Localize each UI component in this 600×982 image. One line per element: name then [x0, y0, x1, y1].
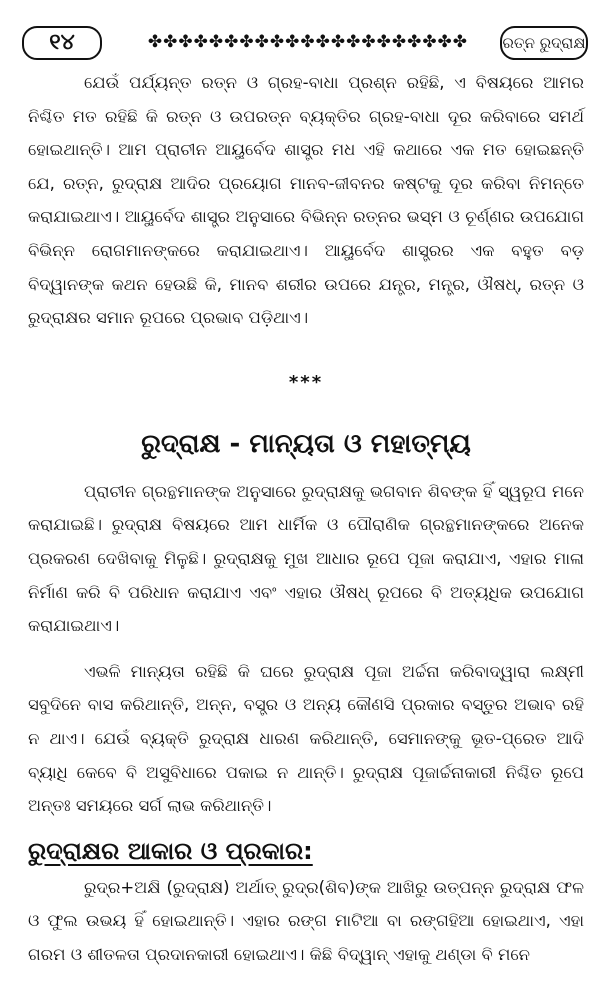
- running-book-title: ରତ୍ନ ରୁଦ୍ରାକ୍ଷ: [500, 26, 588, 60]
- sub-heading: ରୁଦ୍ରାକ୍ଷର ଆକାର ଓ ପ୍ରକାର:: [28, 836, 313, 865]
- paragraph-rudraksha-shape: ରୁଦ୍ର+ଅକ୍ଷି (ରୁଦ୍ରାକ୍ଷ) ଅର୍ଥାତ୍ ରୁଦ୍ର(ଶିବ)ଙ୍କ ଆଖିରୁ ଉତ୍ପନ୍ନ ରୁଦ୍ରାକ୍ଷ ଫଳ ଓ ଫୁଲ ଉଭୟ ହିଁ ହୋଇଥାନ୍ତି। ଏହାର ରଙ୍ଗ ମାଟିଆ ବା ରଙ୍ଗହିଆ ହୋଇଥାଏ, ଏହା ଗରମ ଓ ଶୀତଳତା ପ୍ରଦାନକାରୀ ହୋଇଥାଏ। କିଛି ବିଦ୍ୱାନ୍ ଏହାକୁ ଥଣ୍ଡା ବି ମନେ: [28, 877, 584, 964]
- page-number: ୧୪: [22, 26, 102, 60]
- paragraph-rudraksha-belief: ଏଭଳି ମାନ୍ୟତା ରହିଛି କି ଘରେ ରୁଦ୍ରାକ୍ଷ ପୂଜା ଅର୍ଚ୍ଚନା କରିବାଦ୍ୱାରା ଲକ୍ଷ୍ମୀ ସବୁଦିନେ ବାସ କରିଥାନ୍ତି, ଅନ୍ନ, ବସ୍ତ୍ର ଓ ଅନ୍ୟ କୌଣସି ପ୍ରକାର ବସ୍ତୁର ଅଭାବ ରହି ନ ଥାଏ। ଯେଉଁ ବ୍ୟକ୍ତି ରୁଦ୍ରାକ୍ଷ ଧାରଣ କରିଥାନ୍ତି, ସେମାନଙ୍କୁ ଭୂତ-ପ୍ରେତ ଆଦି ବ୍ୟାଧି କେବେ ବି ଅସୁବିଧାରେ ପକାଇ ନ ଥାନ୍ତି। ରୁଦ୍ରାକ୍ଷ ପୂଜାର୍ଚ୍ଚନାକାରୀ ନିଶ୍ଚିତ ରୂପେ ଅନ୍ତଃ ସମୟରେ ସର୍ଗ ଲାଭ କରିଥାନ୍ତି।: [28, 661, 584, 816]
- section-title: ରୁଦ୍ରାକ୍ଷ - ମାନ୍ୟତା ଓ ମହାତ୍ମ୍ୟ: [141, 428, 471, 459]
- page-header: [22, 26, 588, 62]
- section-divider: ***: [288, 371, 324, 393]
- paragraph-intro: ଯେଉଁ ପର୍ଯ୍ୟନ୍ତ ରତ୍ନ ଓ ଗ୍ରହ-ବାଧା ପ୍ରଶ୍ନ ରହିଛି, ଏ ବିଷୟରେ ଆମର ନିଶ୍ଚିତ ମତ ରହିଛି କି ରତ୍ନ ଓ ଉପରତ୍ନ ବ୍ୟକ୍ତିର ଗ୍ରହ-ବାଧା ଦୂର କରିବାରେ ସମର୍ଥ ହୋଇଥାନ୍ତି। ଆମ ପ୍ରାଚୀନ ଆୟୁର୍ବେଦ ଶାସ୍ତ୍ର ମଧ ଏହି କଥାରେ ଏକ ମତ ହୋଇଛନ୍ତି ଯେ, ରତ୍ନ, ରୁଦ୍ରାକ୍ଷ ଆଦିର ପ୍ରୟୋଗ ମାନବ-ଜୀବନର କଷ୍ଟକୁ ଦୂର କରିବା ନିମନ୍ତେ କରାଯାଇଥାଏ। ଆୟୁର୍ବେଦ ଶାସ୍ତ୍ର ଅନୁସାରେ ବିଭିନ୍ନ ରତ୍ନର ଭସ୍ମ ଓ ଚୂର୍ଣ୍ଣର ଉପଯୋଗ ବିଭିନ୍ନ ରୋଗମାନଙ୍କରେ କରାଯାଇଥାଏ। ଆୟୁର୍ବେଦ ଶାସ୍ତ୍ରର ଏକ ବହୁତ ବଡ଼ ବିଦ୍ୱାନଙ୍କ କଥନ ହେଉଛି କି, ମାନବ ଶରୀର ଉପରେ ଯନ୍ତ୍ର, ମନ୍ତ୍ର, ଔଷଧ୍, ରତ୍ନ ଓ ରୁଦ୍ରାକ୍ଷର ସମାନ ରୂପରେ ପ୍ରଭାବ ପଡ଼ିଥାଏ।: [28, 73, 584, 328]
- header-ornament: ✤✤✤✤✤✤✤✤✤✤✤✤✤✤✤✤✤✤✤✤✤: [147, 32, 469, 52]
- page-content: [28, 66, 584, 971]
- paragraph-rudraksha-origin: ପ୍ରାଚୀନ ଗ୍ରନ୍ଥମାନଙ୍କ ଅନୁସାରେ ରୁଦ୍ରାକ୍ଷକୁ ଭଗବାନ ଶିବଙ୍କ ହିଁ ସ୍ୱରୂପ ମନେ କରାଯାଇଛି। ରୁଦ୍ରାକ୍ଷ ବିଷୟରେ ଆମ ଧାର୍ମିକ ଓ ପୌରାଣିକ ଗ୍ରନ୍ଥମାନଙ୍କରେ ଅନେକ ପ୍ରକରଣ ଦେଖିବାକୁ ମିଳୁଛି। ରୁଦ୍ରାକ୍ଷକୁ ମୁଖ ଆଧାର ରୂପେ ପୂଜା କରାଯାଏ, ଏହାର ମାଳା ନିର୍ମାଣ କରି ବି ପରିଧାନ କରାଯାଏ ଏବଂ ଏହାର ଔଷଧ୍ ରୂପରେ ବି ଅତ୍ୟଧିକ ଉପଯୋଗ କରାଯାଇଥାଏ।: [28, 481, 584, 636]
- paragraph-gap: [28, 643, 584, 655]
